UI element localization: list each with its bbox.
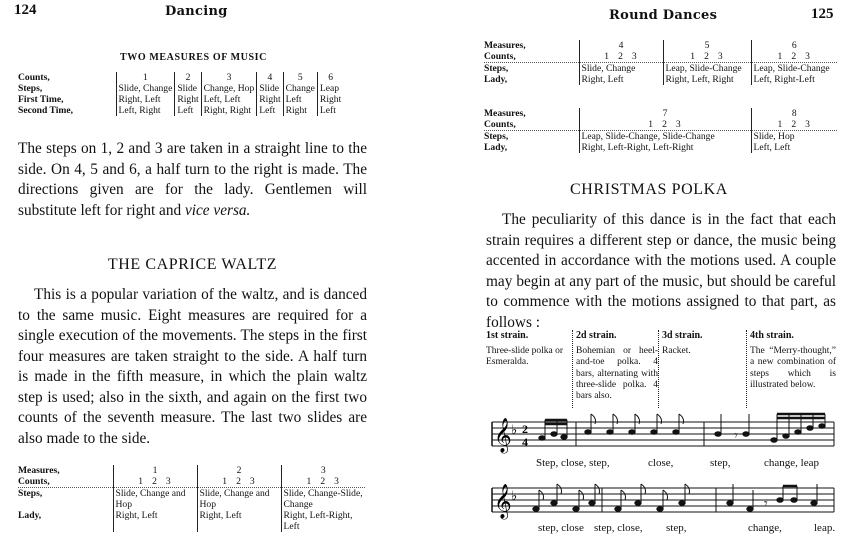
measures-7-8-table [484, 108, 837, 153]
table-cell: Change, Hop [201, 83, 257, 94]
table-cell: Slide [175, 83, 201, 94]
count-value: 1 [138, 476, 145, 487]
time-signature-bottom: 4 [522, 435, 528, 449]
caprice-paragraph: This is a popular variation of the waltz, and is danced to the same music. Eight measures are required for a single execution of the movements. The steps in the first four measures are taken straight to the side. A half turn is made in the fifth measure, in which the plain waltz step is used; also in the sixth, and again on the first two counts of the seventh measure. The last two slides are also made to the side. [18, 286, 367, 447]
treble-clef-icon-2: 𝄞 [494, 484, 512, 519]
lyric-word: step, [710, 457, 731, 469]
lyric-word: step, close, [594, 522, 643, 534]
lyric-word: close, [648, 457, 674, 469]
strain-divider [572, 330, 573, 408]
rest-icon-2: 𝄾 [764, 496, 768, 512]
two-measures-table [18, 72, 343, 116]
table-cell: Leap [317, 83, 343, 94]
caprice-steps-table [18, 465, 365, 532]
table-cell: 2 [175, 72, 201, 83]
measures-label: Measures, [18, 465, 60, 476]
rest-icon: 𝄾 [734, 428, 738, 444]
count-group [663, 51, 751, 63]
table-cell: Right, Left [116, 94, 175, 105]
step-cell: Leap, Slide-Change [663, 63, 751, 75]
measures-row [484, 40, 837, 51]
two-measures-row [18, 94, 343, 105]
counts-label: Counts, [484, 51, 579, 63]
left-running-head: Dancing [165, 4, 228, 19]
strain-heading: 1st strain. [486, 330, 529, 341]
steps-label: Steps, [484, 131, 509, 142]
steps-row [18, 488, 365, 511]
lady-row [18, 510, 365, 532]
measures-label: Measures, [484, 108, 526, 119]
strain-block [486, 330, 572, 369]
table-cell: Left [175, 105, 201, 116]
count-value: 2 [791, 119, 798, 130]
counts-row [484, 119, 837, 131]
strain-heading: 4th strain. [750, 330, 794, 341]
lady-cell: Right, Left [197, 510, 281, 532]
intro-paragraph-text: The steps on 1, 2 and 3 are taken in a straight line to the side. On 4, 5 and 6, a half turn to the right is made. The directions given are for the lady. Gentlemen will substitute left for right and [18, 140, 367, 219]
table-cell: Left, Left [201, 94, 257, 105]
table-cell: Slide [257, 83, 283, 94]
lyric-word: Step, close, step, [536, 457, 610, 469]
step-cell: Slide, Change and Hop [197, 488, 281, 511]
table-cell: 6 [317, 72, 343, 83]
two-measures-title: TWO MEASURES OF MUSIC [120, 52, 267, 63]
strain-text: Three-slide polka or Esmeralda. [486, 346, 564, 368]
counts-label: Counts, [18, 476, 113, 488]
right-page [434, 0, 868, 554]
flat-sign-icon: ♭ [511, 423, 518, 438]
flat-sign-icon-2: ♭ [511, 489, 518, 504]
lady-cell: Right, Left-Right, Left-Right [579, 142, 751, 153]
measure-number: 5 [663, 40, 751, 51]
caprice-waltz-title: THE CAPRICE WALTZ [107, 256, 278, 273]
strain-heading: 3d strain. [662, 330, 703, 341]
count-value: 1 [306, 476, 313, 487]
step-cell: Slide, Change and Hop [113, 488, 197, 511]
treble-clef-icon: 𝄞 [494, 418, 512, 453]
count-value: 2 [618, 51, 624, 62]
lady-cell: Right, Left [579, 74, 663, 85]
row-label: Second Time, [18, 105, 74, 116]
table-cell: Right [283, 105, 317, 116]
steps-row [484, 63, 837, 75]
strain-text: The “Merry-thought,” a new combination of steps which is illustrated below. [750, 346, 836, 390]
count-value: 3 [249, 476, 256, 487]
row-label: First Time, [18, 94, 64, 105]
count-value: 3 [805, 119, 811, 130]
count-value: 2 [236, 476, 242, 487]
measures-row [18, 465, 365, 476]
step-cell: Slide, Hop [751, 131, 837, 143]
strain-divider [746, 330, 747, 408]
strain-divider [658, 330, 659, 408]
count-value: 1 [222, 476, 229, 487]
step-cell: Slide, Change-Slide, Change [281, 488, 365, 511]
table-cell: 4 [257, 72, 283, 83]
strain-block [750, 330, 836, 391]
lady-label: Lady, [18, 510, 42, 521]
measures-4-6-table [484, 40, 837, 85]
count-value: 1 [690, 51, 697, 62]
strain-text: Bohemian or heel-and-toe polka. 4 bars, alternating with three-slide polka. 4 bars also. [576, 346, 658, 402]
strain-block [576, 330, 658, 402]
count-value: 3 [631, 51, 638, 62]
intro-paragraph [18, 139, 367, 221]
table-cell: Left [317, 105, 343, 116]
table-cell: Right, Right [201, 105, 257, 116]
count-group [579, 119, 751, 131]
two-measures-row [18, 105, 343, 116]
count-value: 3 [334, 476, 340, 487]
measure-number: 3 [281, 465, 365, 476]
counts-label: Counts, [484, 119, 579, 131]
count-value: 2 [662, 119, 668, 130]
christmas-polka-title: CHRISTMAS POLKA [570, 181, 728, 198]
count-value: 1 [777, 51, 784, 62]
table-cell: Right [175, 94, 201, 105]
left-page-number: 124 [14, 2, 37, 18]
lady-cell: Left, Left [751, 142, 837, 153]
table-cell: Change [283, 83, 317, 94]
lyric-word: step, [666, 522, 687, 534]
measure-number: 1 [113, 465, 197, 476]
count-group [113, 476, 197, 488]
row-label: Steps, [18, 83, 43, 94]
counts-row [484, 51, 837, 63]
steps-label: Steps, [18, 488, 43, 499]
count-value: 2 [152, 476, 158, 487]
counts-row [18, 476, 365, 488]
count-group [751, 51, 837, 63]
time-signature-top: 2 [522, 422, 528, 436]
vice-versa-text: vice versa. [184, 201, 251, 219]
step-cell: Leap, Slide-Change [751, 63, 837, 75]
step-cell: Slide, Change [579, 63, 663, 75]
lady-cell: Right, Left [113, 510, 197, 532]
row-label: Counts, [18, 72, 50, 83]
measure-number: 8 [751, 108, 837, 119]
count-value: 3 [675, 119, 682, 130]
lady-row [484, 142, 837, 153]
step-cell: Leap, Slide-Change, Slide-Change [579, 131, 751, 143]
lyric-word: change, leap [764, 457, 819, 469]
strain-heading: 2d strain. [576, 330, 617, 341]
count-value: 1 [648, 119, 655, 130]
lady-cell: Right, Left, Right [663, 74, 751, 85]
lady-row [484, 74, 837, 85]
count-value: 2 [791, 51, 798, 62]
table-cell: Right [317, 94, 343, 105]
steps-label: Steps, [484, 63, 509, 74]
count-value: 3 [165, 476, 172, 487]
lyric-word: change, [748, 522, 782, 534]
lady-label: Lady, [484, 142, 508, 153]
strain-block [662, 330, 744, 357]
lady-label: Lady, [484, 74, 508, 85]
table-cell: 3 [201, 72, 257, 83]
measure-number: 6 [751, 40, 837, 51]
lyric-word: step, close [538, 522, 584, 534]
table-cell: Right [257, 94, 283, 105]
lady-cell: Right, Left-Right, Left [281, 510, 365, 532]
count-group [751, 119, 837, 131]
lyric-word: leap. [814, 522, 836, 534]
polka-paragraph: The peculiarity of this dance is in the fact that each strain requires a different step or dance, the music being accented in accordance with the motions used. A couple may begin at any part of the music, but should be careful to commence with the motions assigned to that part, as follows : [486, 211, 836, 331]
steps-row [484, 131, 837, 143]
count-value: 2 [320, 476, 327, 487]
table-cell: Left, Right [116, 105, 175, 116]
measures-label: Measures, [484, 40, 526, 51]
lady-cell: Left, Right-Left [751, 74, 837, 85]
music-staff-1 [492, 422, 834, 446]
count-value: 3 [805, 51, 811, 62]
measure-number: 4 [579, 40, 663, 51]
count-group [281, 476, 365, 488]
count-value: 2 [704, 51, 710, 62]
right-running-head: Round Dances [609, 8, 718, 23]
right-page-number: 125 [811, 6, 834, 22]
strain-text: Racket. [662, 346, 691, 357]
two-measures-row [18, 72, 343, 83]
two-measures-row [18, 83, 343, 94]
count-value: 3 [717, 51, 724, 62]
table-cell: Left [257, 105, 283, 116]
table-cell: Left [283, 94, 317, 105]
measure-number: 7 [579, 108, 751, 119]
table-cell: Slide, Change [116, 83, 175, 94]
count-value: 1 [604, 51, 611, 62]
count-group [197, 476, 281, 488]
measure-number: 2 [197, 465, 281, 476]
table-cell: 1 [116, 72, 175, 83]
count-value: 1 [777, 119, 784, 130]
table-cell: 5 [283, 72, 317, 83]
measures-row [484, 108, 837, 119]
count-group [579, 51, 663, 63]
